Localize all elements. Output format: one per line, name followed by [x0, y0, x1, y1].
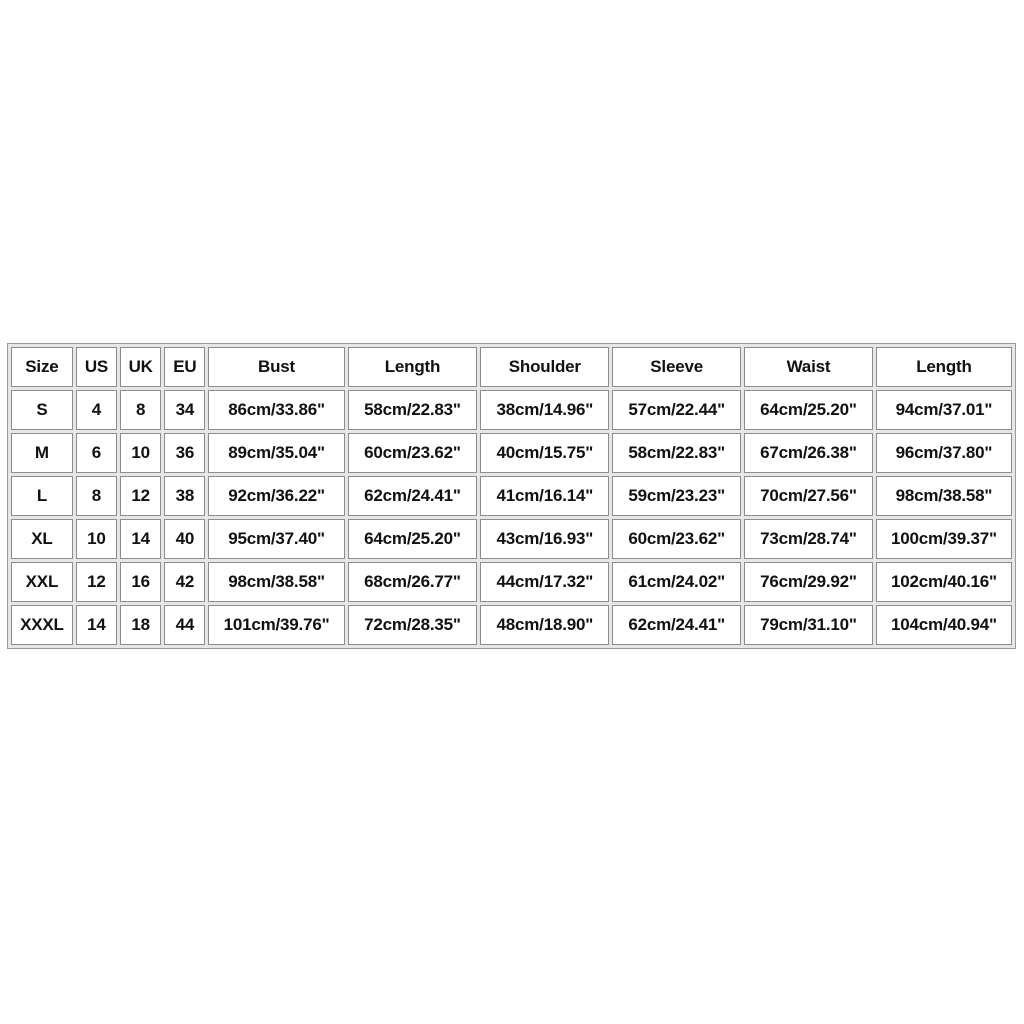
- cell-length-2: 100cm/39.37": [876, 519, 1012, 559]
- cell-length-2: 102cm/40.16": [876, 562, 1012, 602]
- cell-waist: 76cm/29.92": [744, 562, 873, 602]
- cell-length-2: 94cm/37.01": [876, 390, 1012, 430]
- header-shoulder: Shoulder: [480, 347, 609, 387]
- header-waist: Waist: [744, 347, 873, 387]
- cell-size: M: [11, 433, 73, 473]
- header-us: US: [76, 347, 117, 387]
- cell-length-2: 98cm/38.58": [876, 476, 1012, 516]
- cell-waist: 79cm/31.10": [744, 605, 873, 645]
- cell-size: L: [11, 476, 73, 516]
- cell-us: 14: [76, 605, 117, 645]
- cell-bust: 89cm/35.04": [208, 433, 344, 473]
- cell-eu: 36: [164, 433, 205, 473]
- cell-eu: 44: [164, 605, 205, 645]
- cell-waist: 67cm/26.38": [744, 433, 873, 473]
- cell-shoulder: 48cm/18.90": [480, 605, 609, 645]
- cell-bust: 86cm/33.86": [208, 390, 344, 430]
- cell-uk: 10: [120, 433, 161, 473]
- cell-waist: 70cm/27.56": [744, 476, 873, 516]
- table-row: [11, 562, 1012, 602]
- cell-shoulder: 40cm/15.75": [480, 433, 609, 473]
- table-row: [11, 390, 1012, 430]
- cell-shoulder: 44cm/17.32": [480, 562, 609, 602]
- cell-size: XXXL: [11, 605, 73, 645]
- header-length-2: Length: [876, 347, 1012, 387]
- cell-sleeve: 57cm/22.44": [612, 390, 741, 430]
- cell-sleeve: 61cm/24.02": [612, 562, 741, 602]
- header-row: [11, 347, 1012, 387]
- cell-us: 8: [76, 476, 117, 516]
- cell-size: XL: [11, 519, 73, 559]
- cell-waist: 64cm/25.20": [744, 390, 873, 430]
- table-row: [11, 476, 1012, 516]
- cell-us: 12: [76, 562, 117, 602]
- cell-us: 10: [76, 519, 117, 559]
- cell-uk: 14: [120, 519, 161, 559]
- cell-sleeve: 60cm/23.62": [612, 519, 741, 559]
- cell-uk: 12: [120, 476, 161, 516]
- cell-length-2: 104cm/40.94": [876, 605, 1012, 645]
- header-length: Length: [348, 347, 478, 387]
- header-size: Size: [11, 347, 73, 387]
- cell-shoulder: 43cm/16.93": [480, 519, 609, 559]
- cell-us: 4: [76, 390, 117, 430]
- cell-bust: 92cm/36.22": [208, 476, 344, 516]
- header-sleeve: Sleeve: [612, 347, 741, 387]
- size-chart-table: [7, 343, 1016, 649]
- table-row: [11, 433, 1012, 473]
- cell-length: 72cm/28.35": [348, 605, 478, 645]
- cell-length-2: 96cm/37.80": [876, 433, 1012, 473]
- cell-bust: 95cm/37.40": [208, 519, 344, 559]
- cell-uk: 16: [120, 562, 161, 602]
- header-uk: UK: [120, 347, 161, 387]
- cell-length: 62cm/24.41": [348, 476, 478, 516]
- cell-length: 58cm/22.83": [348, 390, 478, 430]
- cell-shoulder: 38cm/14.96": [480, 390, 609, 430]
- cell-length: 60cm/23.62": [348, 433, 478, 473]
- cell-size: S: [11, 390, 73, 430]
- cell-uk: 8: [120, 390, 161, 430]
- cell-uk: 18: [120, 605, 161, 645]
- table-row: [11, 519, 1012, 559]
- cell-eu: 38: [164, 476, 205, 516]
- cell-eu: 40: [164, 519, 205, 559]
- cell-us: 6: [76, 433, 117, 473]
- cell-eu: 34: [164, 390, 205, 430]
- cell-shoulder: 41cm/16.14": [480, 476, 609, 516]
- cell-bust: 98cm/38.58": [208, 562, 344, 602]
- cell-sleeve: 62cm/24.41": [612, 605, 741, 645]
- header-bust: Bust: [208, 347, 344, 387]
- cell-sleeve: 59cm/23.23": [612, 476, 741, 516]
- cell-waist: 73cm/28.74": [744, 519, 873, 559]
- cell-size: XXL: [11, 562, 73, 602]
- table-row: [11, 605, 1012, 645]
- cell-length: 68cm/26.77": [348, 562, 478, 602]
- cell-bust: 101cm/39.76": [208, 605, 344, 645]
- cell-eu: 42: [164, 562, 205, 602]
- header-eu: EU: [164, 347, 205, 387]
- cell-sleeve: 58cm/22.83": [612, 433, 741, 473]
- cell-length: 64cm/25.20": [348, 519, 478, 559]
